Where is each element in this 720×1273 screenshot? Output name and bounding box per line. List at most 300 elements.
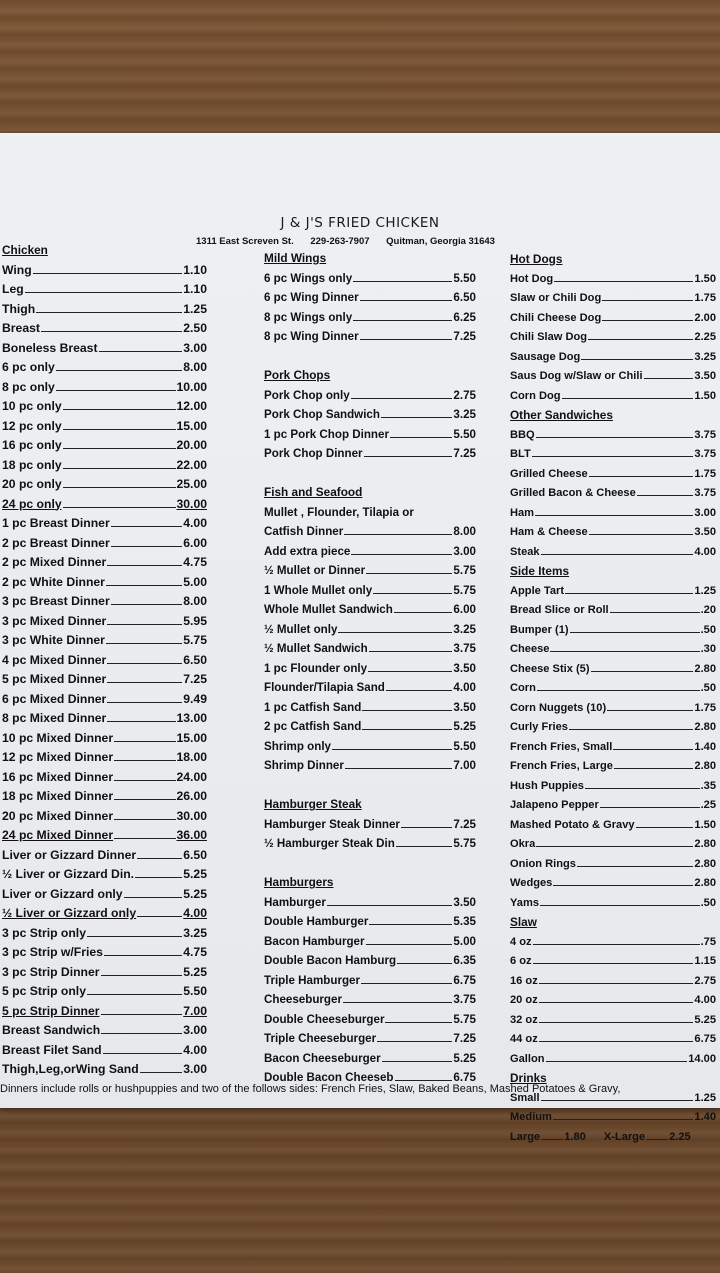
item-name: Gallon xyxy=(510,1052,545,1065)
item-name: 3 pc White Dinner xyxy=(2,633,105,647)
item-name: Chili Slaw Dog xyxy=(510,331,588,343)
dotted-leader xyxy=(644,378,694,379)
item-name: ½ Mullet only xyxy=(264,622,338,636)
dotted-leader xyxy=(111,526,183,527)
item-name: 44 oz xyxy=(510,1033,538,1045)
item-name: Cheese Stix (5) xyxy=(510,662,590,675)
item-name: Slaw or Chili Dog xyxy=(510,292,602,304)
dotted-leader xyxy=(332,749,452,750)
dotted-leader xyxy=(369,651,453,652)
restaurant-address xyxy=(196,236,556,247)
restaurant-title: J & J'S FRIED CHICKEN xyxy=(280,215,440,231)
menu-column-3 xyxy=(510,250,716,1147)
dotted-leader xyxy=(107,682,182,683)
dotted-leader xyxy=(111,546,183,547)
drinks-large-row xyxy=(510,1128,716,1148)
dotted-leader xyxy=(535,515,693,516)
item-price: 6.50 xyxy=(183,652,207,667)
item-name: Corn Dog xyxy=(510,389,561,402)
item-price: 5.75 xyxy=(453,837,476,850)
dotted-leader xyxy=(536,437,694,438)
item-price: .75 xyxy=(700,935,716,948)
menu-item xyxy=(2,729,207,749)
item-name: 6 pc only xyxy=(2,360,55,374)
item-price: 13.00 xyxy=(176,711,207,725)
dotted-leader xyxy=(343,1002,452,1003)
item-price: 2.00 xyxy=(694,311,716,324)
menu-item xyxy=(510,367,716,387)
item-price: 3.75 xyxy=(694,487,716,499)
dotted-leader xyxy=(111,604,183,605)
item-name: Add extra piece xyxy=(264,544,351,558)
item-name: Steak xyxy=(510,545,540,558)
item-price: 10.00 xyxy=(176,379,207,394)
item-price: 2.50 xyxy=(183,321,207,335)
section-header-side-items: Side Items xyxy=(510,564,570,578)
item-name: 1 pc Catfish Sand xyxy=(264,700,362,714)
street-address: 1311 East Screven St. xyxy=(196,236,294,247)
item-price: 24.00 xyxy=(176,769,207,784)
item-price: 5.25 xyxy=(453,720,476,733)
section-header-chicken: Chicken xyxy=(2,243,48,257)
item-name: Hush Puppies xyxy=(510,779,584,792)
menu-item xyxy=(510,504,716,524)
dotted-leader xyxy=(101,975,183,976)
menu-column-2 xyxy=(264,249,476,1088)
dotted-leader xyxy=(554,281,693,282)
dotted-leader xyxy=(87,994,182,995)
dinner-note: Dinners include rolls or hushpuppies and two of the follows sides: French Fries, Slaw, Baked Beans, Mashed Potatoes & Gravy, xyxy=(0,1083,621,1095)
dotted-leader xyxy=(345,768,453,769)
item-name: 20 pc only xyxy=(2,477,62,491)
item-name: ½ Liver or Gizzard only xyxy=(2,906,137,920)
item-price: 1.75 xyxy=(694,467,716,480)
menu-item xyxy=(2,1021,207,1041)
item-price: 2.80 xyxy=(694,838,716,850)
item-name: Double Cheeseburger xyxy=(264,1012,385,1026)
item-name: 24 pc Mixed Dinner xyxy=(2,828,114,842)
item-name: 6 pc Mixed Dinner xyxy=(2,691,107,706)
menu-item xyxy=(2,807,207,827)
item-price: 3.25 xyxy=(183,925,207,940)
item-price: 2.80 xyxy=(694,857,716,870)
menu-item xyxy=(510,582,716,602)
item-name: Whole Mullet Sandwich xyxy=(264,603,393,616)
item-price: 6.35 xyxy=(453,954,476,967)
item-name: 3 pc Strip only xyxy=(2,925,86,940)
item-price: 1.25 xyxy=(694,1091,716,1104)
dotted-leader xyxy=(369,924,452,925)
dotted-leader xyxy=(327,905,453,906)
item-name: Onion Rings xyxy=(510,857,576,870)
dotted-leader xyxy=(589,476,694,477)
item-name: BLT xyxy=(510,448,531,460)
item-name: Breast Sandwich xyxy=(2,1023,101,1037)
dotted-leader xyxy=(63,409,176,410)
dotted-leader xyxy=(366,573,452,574)
item-price: 2.80 xyxy=(694,662,716,675)
dotted-leader xyxy=(101,1033,182,1034)
dotted-leader xyxy=(362,729,452,730)
item-price: 5.25 xyxy=(183,964,207,979)
dotted-leader xyxy=(368,671,452,672)
dotted-leader xyxy=(107,663,182,664)
item-price: 20.00 xyxy=(176,438,207,452)
menu-item xyxy=(2,495,207,515)
dotted-leader xyxy=(344,534,452,535)
dotted-leader xyxy=(550,651,699,652)
menu-item xyxy=(2,339,207,359)
item-price: 1.40 xyxy=(694,740,716,753)
dotted-leader xyxy=(353,320,452,321)
item-name: Breast xyxy=(2,321,40,335)
item-name: Thigh,Leg,orWing Sand xyxy=(2,1062,139,1076)
dotted-leader xyxy=(637,495,694,496)
dotted-leader xyxy=(395,1080,453,1081)
item-price: 1.10 xyxy=(183,262,207,277)
dotted-leader xyxy=(107,565,182,566)
item-name: Bacon Hamburger xyxy=(264,934,365,948)
menu-item xyxy=(510,796,716,816)
dotted-leader xyxy=(532,456,694,457)
item-name: 6 pc Wing Dinner xyxy=(264,291,359,304)
dotted-leader xyxy=(539,1022,694,1023)
item-price: .50 xyxy=(700,623,716,636)
menu-item xyxy=(510,660,716,680)
item-name: Boneless Breast xyxy=(2,340,98,355)
item-price: 3.50 xyxy=(453,895,476,909)
item-name: 3 pc Strip Dinner xyxy=(2,964,100,979)
menu-item xyxy=(2,768,207,788)
dotted-leader xyxy=(585,788,700,789)
menu-item xyxy=(2,1060,207,1080)
dotted-leader xyxy=(589,534,694,535)
item-name: Flounder/Tilapia Sand xyxy=(264,681,385,694)
item-price: 6.00 xyxy=(183,535,207,550)
dotted-leader xyxy=(386,690,453,691)
item-name: 16 oz xyxy=(510,974,538,987)
menu-item xyxy=(264,581,476,601)
item-price: 4.00 xyxy=(694,545,716,558)
dotted-leader xyxy=(577,866,693,867)
item-price: 8.00 xyxy=(183,594,207,608)
item-price: 5.00 xyxy=(183,574,207,589)
item-price: 4.00 xyxy=(694,994,716,1006)
menu-item xyxy=(264,600,476,620)
menu-item xyxy=(2,436,207,456)
item-name: Wing xyxy=(2,262,32,277)
item-price: .30 xyxy=(700,643,716,655)
item-price: 7.25 xyxy=(453,1032,476,1045)
item-name: Hamburger xyxy=(264,895,326,909)
menu-item xyxy=(2,397,207,417)
menu-item xyxy=(2,417,207,437)
item-name: French Fries, Small xyxy=(510,740,613,753)
menu-item xyxy=(2,456,207,476)
item-price: 25.00 xyxy=(176,477,207,491)
dotted-leader xyxy=(537,690,700,691)
menu-item xyxy=(510,426,716,446)
dotted-leader xyxy=(540,905,700,906)
section-header-hot-dogs: Hot Dogs xyxy=(510,252,563,266)
menu-item xyxy=(510,484,716,504)
dotted-leader xyxy=(63,429,176,430)
menu-item xyxy=(264,737,476,757)
item-price: 36.00 xyxy=(176,828,207,842)
dotted-leader xyxy=(36,312,182,313)
section-header-slaw: Slaw xyxy=(510,915,537,929)
item-name: Jalapeno Pepper xyxy=(510,799,599,811)
menu-item xyxy=(510,523,716,543)
item-name: Catfish Dinner xyxy=(264,525,344,538)
menu-item xyxy=(2,612,207,632)
menu-item xyxy=(2,631,207,651)
dotted-leader xyxy=(63,448,176,449)
item-name: 12 pc only xyxy=(2,418,62,433)
dotted-leader xyxy=(602,320,693,321)
dotted-leader xyxy=(114,780,175,781)
menu-item xyxy=(2,885,207,905)
menu-item xyxy=(264,893,476,913)
menu-item xyxy=(510,621,716,641)
menu-item xyxy=(510,465,716,485)
item-name: Hamburger Steak Dinner xyxy=(264,817,400,831)
item-name: 32 oz xyxy=(510,1013,538,1026)
dotted-leader xyxy=(373,593,452,594)
menu-item xyxy=(264,912,476,932)
dotted-leader xyxy=(114,799,175,800)
menu-item xyxy=(2,846,207,866)
item-price: 7.25 xyxy=(183,672,207,686)
item-price: 1.75 xyxy=(694,701,716,714)
item-price: 4.00 xyxy=(183,1042,207,1057)
item-price: 3.25 xyxy=(453,408,476,421)
item-price: .35 xyxy=(700,779,716,792)
item-price: 2.80 xyxy=(694,760,716,772)
item-price: 4.00 xyxy=(183,516,207,530)
item-name: French Fries, Large xyxy=(510,760,613,772)
item-name: 3 pc Strip w/Fries xyxy=(2,945,103,959)
menu-item xyxy=(2,963,207,983)
item-name: 4 pc Mixed Dinner xyxy=(2,652,107,667)
item-name: Saus Dog w/Slaw or Chili xyxy=(510,370,643,382)
item-price: 3.25 xyxy=(453,622,476,636)
item-name: 18 pc only xyxy=(2,457,62,472)
menu-item xyxy=(510,270,716,290)
menu-item xyxy=(2,514,207,534)
item-name: Hot Dog xyxy=(510,272,554,285)
menu-item xyxy=(264,990,476,1010)
menu-item xyxy=(510,543,716,563)
menu-item xyxy=(510,1108,716,1128)
dotted-leader xyxy=(607,710,693,711)
item-price: 3.00 xyxy=(183,1062,207,1076)
dotted-leader xyxy=(390,437,452,438)
item-price: 3.75 xyxy=(453,642,476,655)
item-price: 4.75 xyxy=(183,555,207,569)
menu-item xyxy=(264,756,476,776)
item-price: 5.50 xyxy=(453,739,476,753)
menu-item xyxy=(264,1029,476,1049)
item-name: Small xyxy=(510,1091,540,1104)
menu-item xyxy=(2,261,207,281)
dotted-leader xyxy=(114,741,175,742)
item-price: 1.50 xyxy=(694,818,716,831)
item-price: 7.00 xyxy=(183,1003,207,1018)
dotted-leader xyxy=(107,721,175,722)
item-price: 2.80 xyxy=(694,877,716,889)
item-name: Liver or Gizzard Dinner xyxy=(2,847,137,862)
item-name: Cheese xyxy=(510,643,550,655)
dotted-leader xyxy=(581,359,693,360)
item-price: 15.00 xyxy=(176,730,207,745)
dotted-leader xyxy=(401,827,452,828)
dotted-leader xyxy=(101,1014,183,1015)
menu-column-1 xyxy=(2,241,207,1080)
item-name: 10 pc Mixed Dinner xyxy=(2,730,114,745)
item-price: 30.00 xyxy=(176,808,207,823)
item-price: 5.50 xyxy=(453,427,476,441)
menu-item xyxy=(2,982,207,1002)
item-price: 5.25 xyxy=(453,1051,476,1065)
menu-item xyxy=(264,1010,476,1030)
item-price: 3.00 xyxy=(453,544,476,558)
dotted-leader xyxy=(562,398,694,399)
item-name: 1 pc Pork Chop Dinner xyxy=(264,427,389,441)
menu-item xyxy=(2,319,207,339)
menu-item xyxy=(2,924,207,944)
dotted-leader xyxy=(103,1053,183,1054)
menu-item xyxy=(510,445,716,465)
item-name: 24 pc only xyxy=(2,496,62,511)
item-price: 9.49 xyxy=(183,691,207,706)
item-name: Grilled Cheese xyxy=(510,467,588,480)
menu-item xyxy=(2,904,207,924)
menu-item xyxy=(2,358,207,378)
item-name: Mullet , Flounder, Tilapia or xyxy=(264,505,414,519)
item-price: 3.75 xyxy=(453,993,476,1006)
menu-item xyxy=(264,1049,476,1069)
item-name: Wedges xyxy=(510,877,553,889)
item-name: Ham xyxy=(510,506,535,519)
item-price: 3.25 xyxy=(694,350,716,363)
dotted-leader xyxy=(106,585,182,586)
menu-item xyxy=(2,709,207,729)
item-price: .50 xyxy=(700,896,716,909)
dotted-leader xyxy=(137,916,182,917)
dotted-leader xyxy=(56,370,182,371)
menu-item xyxy=(510,1011,716,1031)
item-price: 2.75 xyxy=(694,974,716,987)
dotted-leader xyxy=(591,671,694,672)
item-name: 6 oz xyxy=(510,955,532,967)
item-name: Breast Filet Sand xyxy=(2,1042,102,1057)
item-name: Leg xyxy=(2,282,24,296)
item-name: Thigh xyxy=(2,301,36,316)
dotted-leader xyxy=(553,1119,693,1120)
item-name: Corn Nuggets (10) xyxy=(510,701,607,714)
item-name: 2 pc Catfish Sand xyxy=(264,720,362,733)
menu-item xyxy=(510,777,716,797)
dotted-leader xyxy=(99,351,183,352)
menu-item xyxy=(510,1030,716,1050)
item-price: 1.50 xyxy=(694,272,716,285)
item-price: 22.00 xyxy=(176,457,207,472)
dotted-leader xyxy=(533,963,694,964)
dotted-leader xyxy=(377,1041,452,1042)
dotted-leader xyxy=(114,760,175,761)
dotted-leader xyxy=(360,339,453,340)
menu-item xyxy=(2,592,207,612)
item-name: Liver or Gizzard only xyxy=(2,886,123,901)
item-name: 2 pc Mixed Dinner xyxy=(2,555,107,569)
item-name: Medium xyxy=(510,1111,552,1123)
menu-item xyxy=(2,787,207,807)
item-name: 1 pc Flounder only xyxy=(264,661,368,675)
dotted-leader xyxy=(541,1100,694,1101)
menu-item xyxy=(264,639,476,659)
menu-item xyxy=(264,932,476,952)
menu-item xyxy=(510,1050,716,1070)
item-name: ½ Mullet or Dinner xyxy=(264,564,366,577)
menu-item xyxy=(510,874,716,894)
menu-item xyxy=(264,620,476,640)
menu-item xyxy=(264,405,476,425)
menu-item xyxy=(264,698,476,718)
dotted-leader xyxy=(114,819,175,820)
item-price: 15.00 xyxy=(176,418,207,433)
item-name: X-Large xyxy=(603,1130,646,1143)
drink-size-x-large xyxy=(604,1128,691,1148)
item-name: Double Bacon Cheeseb xyxy=(264,1071,394,1084)
item-name: ½ Liver or Gizzard Din. xyxy=(2,867,135,881)
item-name: Shrimp Dinner xyxy=(264,759,344,772)
city-state: Quitman, Georgia 31643 xyxy=(386,236,495,247)
item-name: Apple Tart xyxy=(510,584,565,597)
dotted-leader xyxy=(56,390,176,391)
section-header-mild-wings: Mild Wings xyxy=(264,251,327,265)
item-name: 16 pc Mixed Dinner xyxy=(2,769,114,784)
dotted-leader xyxy=(553,885,693,886)
menu-item xyxy=(510,289,716,309)
item-name: Pork Chop Sandwich xyxy=(264,408,380,421)
menu-item xyxy=(2,280,207,300)
item-name: Okra xyxy=(510,838,536,850)
menu-item xyxy=(264,425,476,445)
item-name: Double Hamburger xyxy=(264,915,369,928)
item-price: 5.95 xyxy=(183,613,207,628)
dotted-leader xyxy=(360,300,453,301)
item-price: 7.25 xyxy=(453,817,476,831)
item-name: 5 pc Strip Dinner xyxy=(2,1003,100,1018)
menu-item xyxy=(2,475,207,495)
dotted-leader xyxy=(636,827,694,828)
item-price: 5.25 xyxy=(183,867,207,881)
menu-item xyxy=(264,659,476,679)
item-price: .20 xyxy=(700,604,716,616)
menu-item xyxy=(510,309,716,329)
menu-item xyxy=(2,943,207,963)
item-name: 20 oz xyxy=(510,994,538,1006)
item-price: 3.00 xyxy=(694,506,716,519)
dotted-leader xyxy=(539,1041,694,1042)
menu-item xyxy=(264,834,476,854)
item-price: 5.50 xyxy=(183,984,207,998)
dotted-leader xyxy=(394,612,453,613)
menu-item xyxy=(510,738,716,758)
item-price: 2.25 xyxy=(694,331,716,343)
item-price: 5.75 xyxy=(183,633,207,647)
